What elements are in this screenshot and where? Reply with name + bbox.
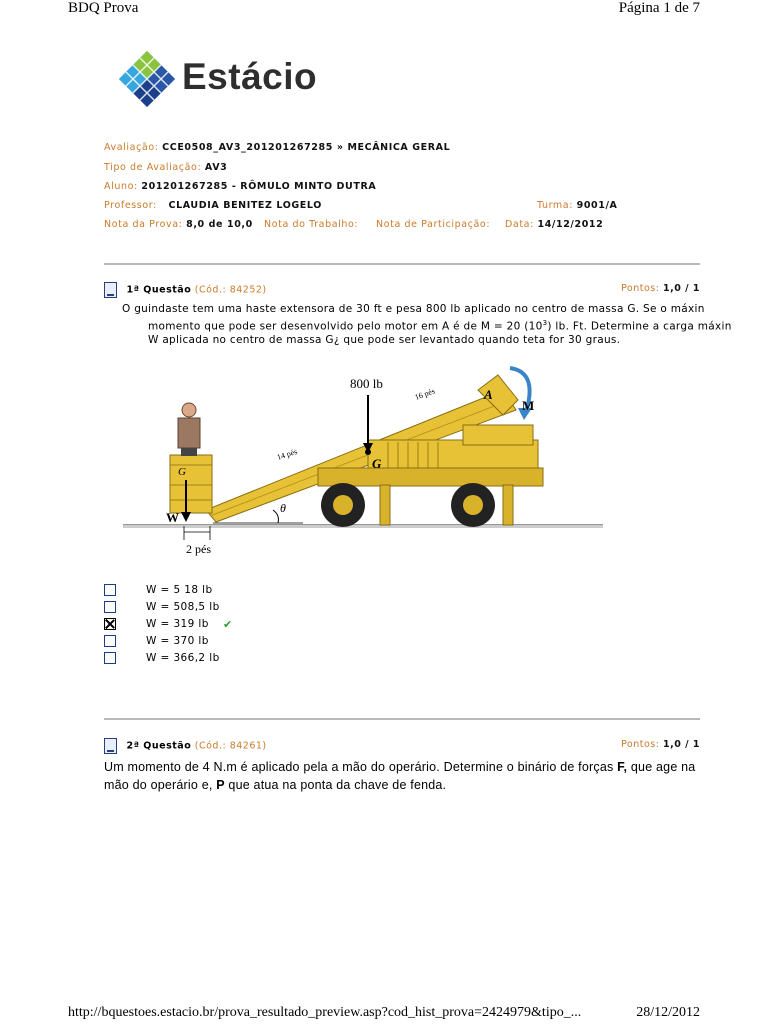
avaliacao-value: CCE0508_AV3_201201267285 » MECÂNICA GERAL (162, 142, 451, 153)
data-value: 14/12/2012 (537, 219, 604, 230)
checkbox[interactable] (104, 652, 116, 664)
aluno-value: 201201267285 - RÔMULO MINTO DUTRA (141, 181, 377, 192)
q1-option-4[interactable] (104, 635, 209, 647)
q2-number: 2ª Questão (126, 740, 192, 752)
turma-value: 9001/A (576, 200, 618, 211)
label-16pes: 16 pés (413, 386, 437, 402)
avaliacao-label: Avaliação: (104, 142, 159, 153)
data-label: Data: (505, 219, 534, 230)
label-14pes: 14 pés (275, 446, 299, 462)
q1-line1: O guindaste tem uma haste extensora de 30 ft e pesa 800 lb aplicado no centro de massa G. Se o máxin (122, 303, 705, 315)
document-icon (104, 738, 117, 754)
meta-professor (104, 200, 322, 211)
checkbox[interactable] (104, 601, 116, 613)
q1-option-1[interactable] (104, 584, 213, 596)
label-M: M (522, 398, 535, 413)
q1-superscript: 3 (542, 318, 548, 327)
q2-text-c: que atua na ponta da chave de fenda. (224, 778, 447, 792)
q2-force-F: F, (617, 760, 628, 774)
nota-prova-label: Nota da Prova: (104, 219, 183, 230)
divider (104, 718, 700, 720)
label-G: G (372, 456, 382, 471)
meta-turma (537, 200, 618, 211)
q2-header (104, 738, 267, 754)
q2-statement (104, 758, 704, 794)
q1-line2 (122, 317, 732, 334)
option-text: W = 370 lb (146, 635, 209, 647)
label-800lb: 800 lb (350, 376, 383, 391)
meta-nota-trabalho (264, 219, 358, 230)
turma-label: Turma: (537, 200, 573, 211)
worker-head (182, 403, 196, 417)
q1-option-5[interactable] (104, 652, 220, 664)
checkbox[interactable] (104, 635, 116, 647)
professor-value: CLAUDIA BENITEZ LOGELO (168, 200, 322, 211)
label-W: W (166, 510, 179, 525)
meta-nota-participacao (376, 219, 490, 230)
q1-option-2[interactable] (104, 601, 220, 613)
footer-date: 28/12/2012 (636, 1005, 700, 1020)
q2-points-value: 1,0 / 1 (662, 739, 700, 750)
option-text: W = 508,5 lb (146, 601, 220, 613)
q1-code: (Cód.: 84252) (194, 284, 267, 296)
q1-line3: W aplicada no centro de massa G¿ que pode ser levantado quando teta for 30 graus. (148, 333, 621, 346)
meta-data (505, 219, 603, 230)
professor-label: Professor: (104, 200, 157, 211)
q2-force-P: P (216, 778, 225, 792)
label-G-platform: G (178, 466, 186, 478)
option-text: W = 319 lb (146, 618, 209, 630)
document-icon (104, 282, 117, 298)
divider (104, 263, 700, 265)
label-2pes: 2 pés (186, 542, 211, 556)
meta-tipo (104, 162, 227, 173)
aluno-label: Aluno: (104, 181, 138, 192)
nota-prova-value: 8,0 de 10,0 (186, 219, 253, 230)
option-text: W = 366,2 lb (146, 652, 220, 664)
q2-text-a: Um momento de 4 N.m é aplicado pela a mão do operário. Determine o binário de forças (104, 760, 618, 774)
nota-participacao-label: Nota de Participação: (376, 219, 491, 230)
q1-line2b: ) lb. Ft. Determine a carga máxin (547, 320, 732, 332)
label-A: A (484, 387, 493, 402)
q1-line2a: momento que pode ser desenvolvido pelo motor em A é de M = 20 (10 (148, 320, 543, 332)
correct-check-icon: ✔ (223, 618, 233, 631)
logo-wordmark: Estácio (182, 56, 318, 97)
meta-aluno (104, 181, 376, 192)
q1-points-value: 1,0 / 1 (662, 283, 700, 294)
option-text: W = 5 18 lb (146, 584, 213, 596)
platform-basket (170, 455, 212, 513)
tipo-value: AV3 (204, 162, 228, 173)
checkbox[interactable] (104, 584, 116, 596)
page-number: Página 1 de 7 (618, 0, 700, 16)
q1-points-label: Pontos: (621, 283, 660, 294)
label-theta: θ (280, 501, 286, 515)
tipo-label: Tipo de Avaliação: (104, 162, 202, 173)
q1-number: 1ª Questão (126, 284, 192, 296)
q1-header (104, 282, 267, 298)
checkbox-checked[interactable] (104, 618, 116, 630)
meta-nota-prova (104, 219, 253, 230)
q1-statement (122, 303, 732, 347)
q2-code: (Cód.: 84261) (194, 740, 267, 752)
estacio-logo-icon (118, 50, 176, 112)
crane-figure (118, 360, 608, 569)
q2-points-label: Pontos: (621, 739, 660, 750)
q1-points (621, 283, 700, 294)
q2-points (621, 739, 700, 750)
meta-avaliacao (104, 142, 450, 153)
q1-option-3[interactable] (104, 618, 233, 631)
q2-text-b: que age na mão do operário e, (104, 760, 696, 792)
page-header-title: BDQ Prova (68, 0, 139, 16)
footer-url: http://bquestoes.estacio.br/prova_resultado_preview.asp?cod_hist_prova=2424979&tipo_... (68, 1005, 582, 1020)
nota-trabalho-label: Nota do Trabalho: (264, 219, 359, 230)
